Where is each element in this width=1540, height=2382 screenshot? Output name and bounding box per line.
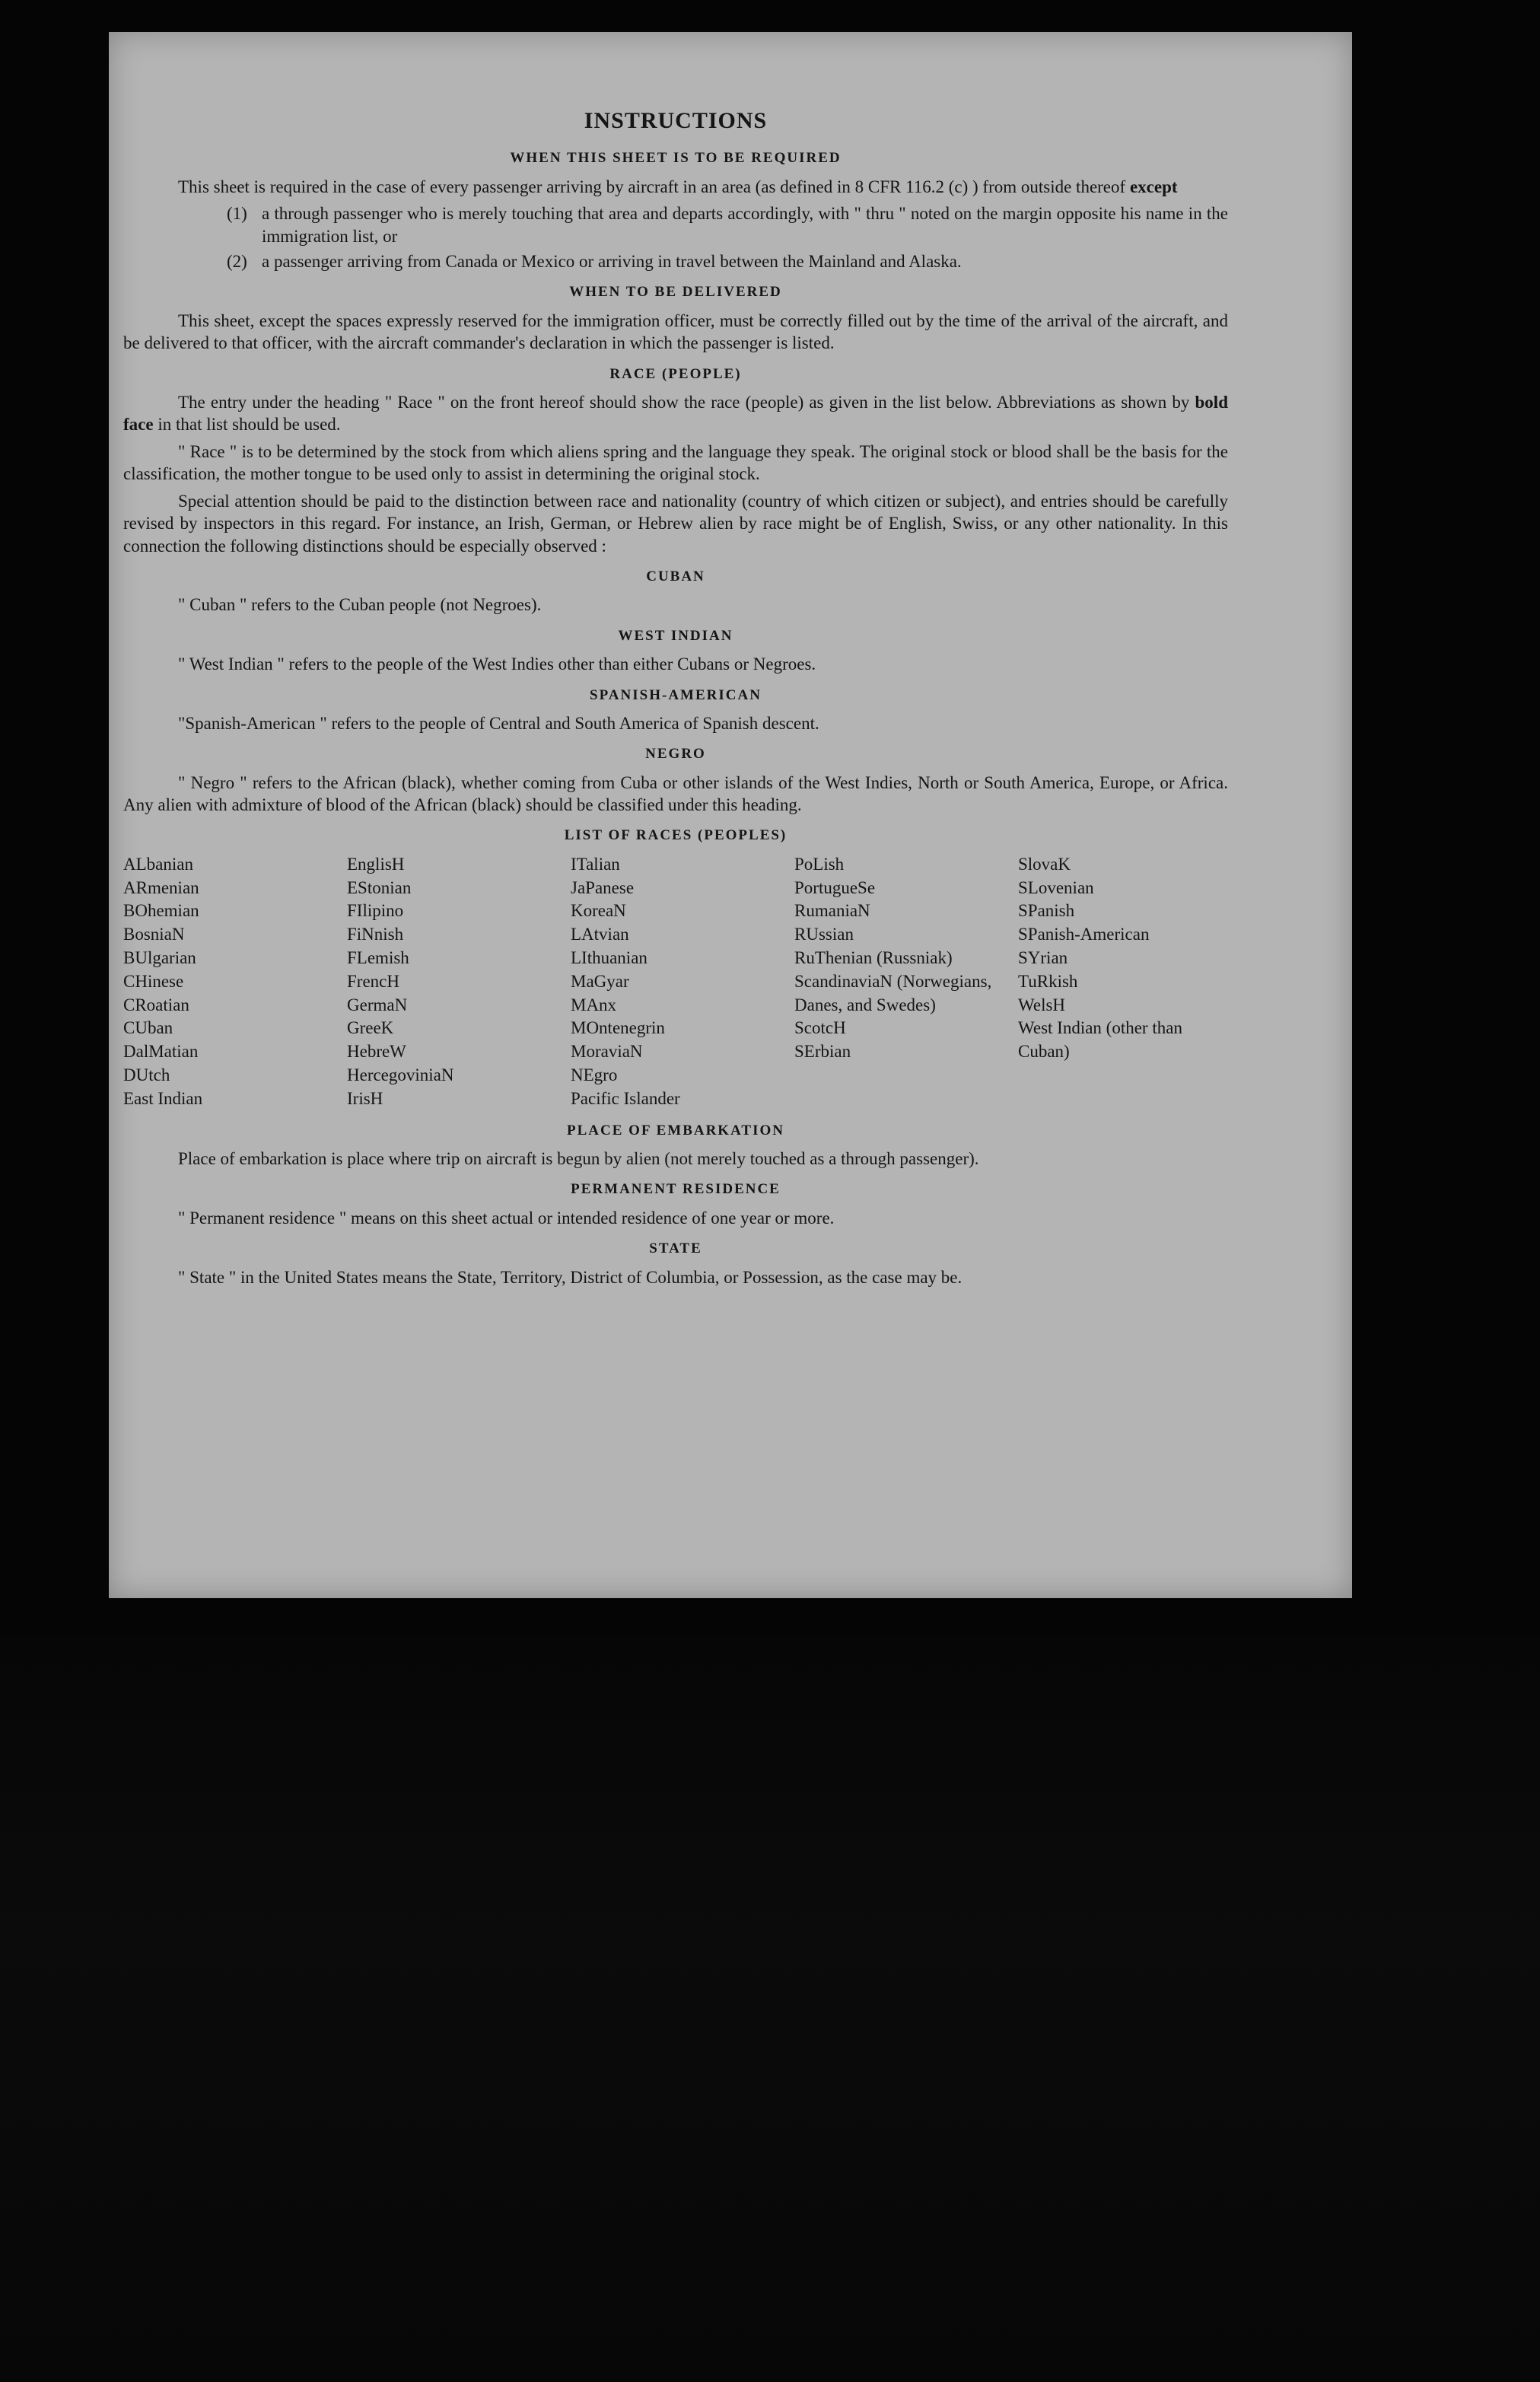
delivered-text: This sheet, except the spaces expressly reserved for the immigration officer, must be correctly filled out by the time of the arrival of the aircraft, and be delivered to that officer, with the aircraft commander's declaration in which the passenger is listed. <box>123 310 1228 353</box>
race-item: TuRkish <box>1018 971 1078 991</box>
required-intro-bold: except <box>1129 177 1178 196</box>
race-item: CUban <box>123 1018 173 1038</box>
race-item: West Indian (other than Cuban) <box>1018 1018 1182 1062</box>
race-item: SPanish <box>1018 901 1075 921</box>
race-item: DUtch <box>123 1065 170 1085</box>
race-column <box>571 853 781 1111</box>
required-intro-text: This sheet is required in the case of every passenger arriving by aircraft in an area (as defined in 8 CFR 116.2 (c) ) from outside thereof <box>178 177 1130 196</box>
race-item: Pacific Islander <box>571 1088 680 1108</box>
race-item: DalMatian <box>123 1042 199 1062</box>
race-item: BosniaN <box>123 925 185 944</box>
race-item: BOhemian <box>123 901 199 921</box>
race-column <box>347 853 557 1111</box>
race-column <box>123 853 333 1111</box>
race-item: JaPanese <box>571 877 635 897</box>
race-item: RumaniaN <box>794 901 870 921</box>
page-title: INSTRUCTIONS <box>584 108 768 133</box>
exception-item <box>123 250 1228 272</box>
race-item: MaGyar <box>571 971 629 991</box>
race-item: EnglisH <box>347 854 405 874</box>
race-item: GermaN <box>347 995 408 1014</box>
race-item: LIthuanian <box>571 948 648 968</box>
race-item: BUlgarian <box>123 948 196 968</box>
race-item: MAnx <box>571 995 617 1014</box>
race-item: GreeK <box>347 1018 394 1038</box>
section-heading-delivered: WHEN TO BE DELIVERED <box>569 284 782 301</box>
race-item: MOntenegrin <box>571 1018 665 1038</box>
section-heading-race: RACE (PEOPLE) <box>609 365 742 382</box>
race-p1-text: The entry under the heading " Race " on the front hereof should show the race (people) as given in the list below. Abbreviations as shown by <box>178 392 1195 412</box>
section-heading-state: STATE <box>649 1240 702 1257</box>
race-paragraph-1 <box>123 391 1228 436</box>
race-p1-bold: bold face <box>123 392 1228 435</box>
exception-text: a through passenger who is merely touching that area and departs accordingly, with " thru " noted on the margin opposite his name in the immigration list, or <box>262 204 1228 246</box>
race-item: MoraviaN <box>571 1042 643 1062</box>
exception-text: a passenger arriving from Canada or Mexico or arriving in travel between the Mainland and Alaska. <box>262 252 962 272</box>
section-heading-embarkation: PLACE OF EMBARKATION <box>567 1122 784 1138</box>
race-item: FiNnish <box>347 925 404 944</box>
race-item: SErbian <box>794 1042 851 1062</box>
race-item: CHinese <box>123 971 184 991</box>
negro-text: " Negro " refers to the African (black), whether coming from Cuba or other islands of the West Indies, North or South America, Europe, or Africa. Any alien with admixture of blood of the African (black) should be classified under this heading. <box>123 772 1228 815</box>
race-item: CRoatian <box>123 995 189 1014</box>
race-p1-text-end: in that list should be used. <box>153 415 341 435</box>
residence-text: " Permanent residence " means on this sheet actual or intended residence of one year or more. <box>178 1208 835 1228</box>
race-item: WelsH <box>1018 995 1066 1014</box>
race-item: ARmenian <box>123 877 199 897</box>
embarkation-text: Place of embarkation is place where trip on aircraft is begun by alien (not merely touched as a through passenger). <box>178 1149 979 1169</box>
state-text: " State " in the United States means the State, Territory, District of Columbia, or Possession, as the case may be. <box>178 1267 963 1287</box>
document-content <box>123 107 1228 1293</box>
scan-background <box>0 1636 1540 2382</box>
race-column <box>794 853 1004 1111</box>
race-item: SPanish-American <box>1018 925 1150 944</box>
race-item: RuThenian (Russniak) <box>794 948 953 968</box>
race-list <box>123 853 1228 1111</box>
exception-number: (2) <box>227 252 247 272</box>
race-item: NEgro <box>571 1065 618 1085</box>
race-item: ScotcH <box>794 1018 846 1038</box>
race-item: FIlipino <box>347 901 404 921</box>
exception-list <box>123 202 1228 272</box>
race-item: SlovaK <box>1018 854 1071 874</box>
race-item: RUssian <box>794 925 854 944</box>
required-intro <box>123 176 1228 198</box>
race-item: LAtvian <box>571 925 629 944</box>
cuban-text: " Cuban " refers to the Cuban people (not Negroes). <box>178 595 542 615</box>
section-heading-negro: NEGRO <box>645 746 706 763</box>
race-item: EStonian <box>347 877 412 897</box>
race-item: SYrian <box>1018 948 1068 968</box>
race-paragraph-3: Special attention should be paid to the distinction between race and nationality (country of which citizen or subject), and entries should be carefully revised by inspectors in this regard. For instance, an Irish, German, or Hebrew alien by race might be of English, Swiss, or any other nationality. In this connection the following distinctions should be especially observed : <box>123 491 1228 556</box>
race-item: HercegovinіaN <box>347 1065 454 1085</box>
west-indian-text: " West Indian " refers to the people of the West Indies other than either Cubans or Negroes. <box>178 654 816 674</box>
race-item: ITalian <box>571 854 620 874</box>
race-item: SLovenian <box>1018 877 1094 897</box>
race-item: PoLish <box>794 854 845 874</box>
section-heading-spanish-american: SPANISH-AMERICAN <box>590 686 762 703</box>
race-item: FrencH <box>347 971 399 991</box>
section-heading-cuban: CUBAN <box>646 568 705 585</box>
section-heading-residence: PERMANENT RESIDENCE <box>571 1181 781 1198</box>
exception-item <box>123 202 1228 247</box>
spanish-american-text: "Spanish-American " refers to the people of Central and South America of Spanish descent. <box>178 713 819 733</box>
race-item: ALbanian <box>123 854 193 874</box>
race-item: ScandinaviaN (Norwegians, Danes, and Swedes) <box>794 971 992 1014</box>
section-heading-west-indian: WEST INDIAN <box>618 627 733 644</box>
race-item: KoreaN <box>571 901 626 921</box>
race-item: IrisH <box>347 1088 383 1108</box>
race-item: East Indian <box>123 1088 203 1108</box>
race-item: HebreW <box>347 1042 406 1062</box>
race-item: FLemish <box>347 948 409 968</box>
race-column <box>1018 853 1228 1111</box>
exception-number: (1) <box>227 204 247 224</box>
section-heading-races: LIST OF RACES (PEOPLES) <box>564 827 788 844</box>
race-paragraph-2: " Race " is to be determined by the stock from which aliens spring and the language they speak. The original stock or blood shall be the basis for the classification, the mother tongue to be used only to assist in determining the original stock. <box>123 441 1228 484</box>
race-item: PortugueSe <box>794 877 876 897</box>
section-heading-required: WHEN THIS SHEET IS TO BE REQUIRED <box>510 150 842 167</box>
